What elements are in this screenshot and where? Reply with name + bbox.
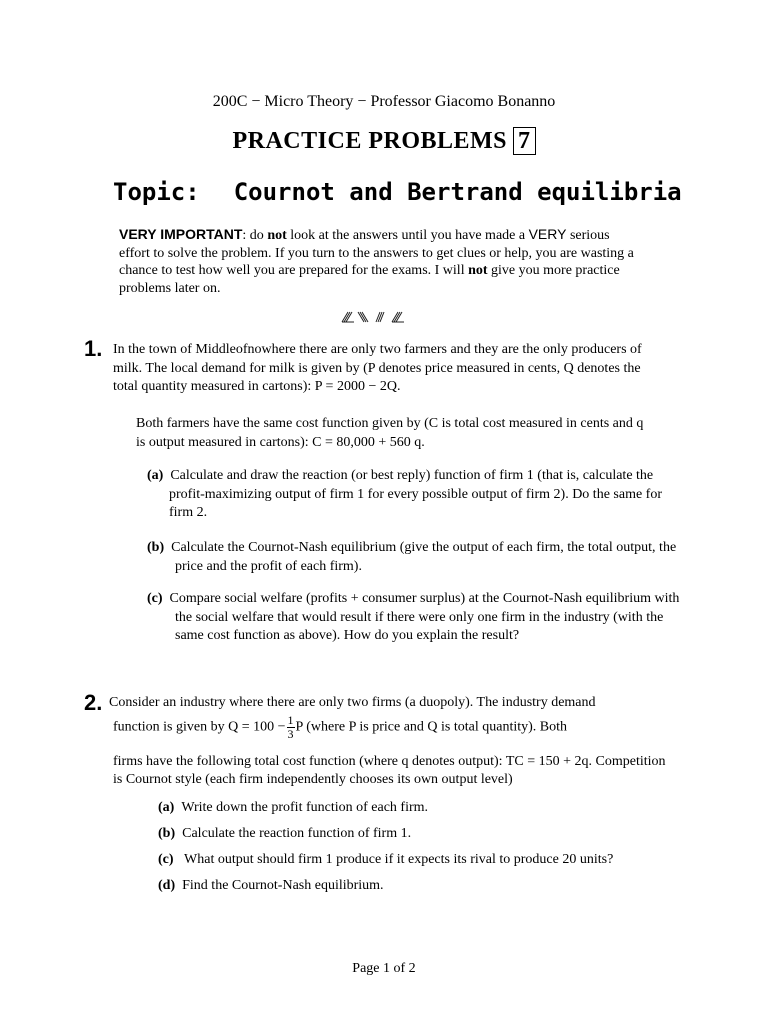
course-header: 200C − Micro Theory − Professor Giacomo Bonanno: [212, 93, 556, 110]
problem-set-number: 7: [513, 127, 536, 155]
problem-2-number: 2.: [84, 690, 103, 715]
problem-2-part-c: (c) What output should firm 1 produce if it expects its rival to produce 20 units?: [158, 852, 614, 867]
topic-text: Cournot and Bertrand equilibria: [233, 178, 682, 206]
topic-heading: [113, 178, 682, 206]
title-text: PRACTICE PROBLEMS: [232, 128, 508, 154]
ornament-icon: [340, 310, 410, 324]
problem-1-part-c: (c) Compare social welfare (profits + consumer surplus) at the Cournot-Nash equilibrium with the social welfare that would result if there were only one firm in the industry (with the same cost function as above). How do you explain the result?: [147, 591, 680, 643]
problem-2-part-b: (b) Calculate the reaction function of firm 1.: [158, 826, 412, 841]
problem-2-cost-line: firms have the following total cost function (where q denotes output): TC = 150 + 2q. Competition is Cournot style (each firm independently chooses its own output level): [113, 754, 666, 787]
problem-2-part-a: (a) Write down the profit function of each firm.: [158, 800, 429, 815]
page-footer: Page 1 of 2: [352, 961, 416, 976]
warning-paragraph: VERY IMPORTANT: do not look at the answers until you have made a VERY serious effort to solve the problem. If you turn to the answers to get clues or help, you are wasting a chance to test how well you are prepared for the exams. I will not give you more practice problems later on.: [119, 226, 634, 296]
problem-1-cost: Both farmers have the same cost function given by (C is total cost measured in cents and q is output measured in cartons): C = 80,000 + 560 q.: [136, 416, 644, 450]
problem-2-part-d: (d) Find the Cournot-Nash equilibrium.: [158, 878, 384, 893]
problem-2-line-1: Consider an industry where there are only two firms (a duopoly). The industry demand: [109, 695, 596, 710]
problem-1-number: 1.: [84, 336, 103, 361]
warning-heading: VERY IMPORTANT: [119, 226, 243, 242]
problem-1-part-b: (b) Calculate the Cournot-Nash equilibrium (give the output of each firm, the total output, the price and the profit of each firm).: [147, 540, 677, 574]
problem-1-part-a: (a) Calculate and draw the reaction (or best reply) function of firm 1 (that is, calculate the profit-maximizing output of firm 1 for every possible output of firm 2). Do the same for firm 2.: [147, 468, 663, 520]
topic-label: Topic:: [113, 178, 200, 206]
problem-1-intro: In the town of Middleofnowhere there are only two farmers and they are the only producers of milk. The local demand for milk is given by (P denotes price measured in cents, Q denotes the total quantity measured in cartons): P = 2000 − 2Q.: [113, 342, 642, 394]
page-title: [0, 127, 768, 155]
fraction-one-third: $\frac{1}{3}$: [287, 713, 294, 741]
ornament-divider: [340, 310, 410, 329]
problem-2-demand-line: function is given by Q = 100 − $\frac{1}{3}$ P (where P is price and Q is total quantity). Both: [113, 713, 568, 741]
